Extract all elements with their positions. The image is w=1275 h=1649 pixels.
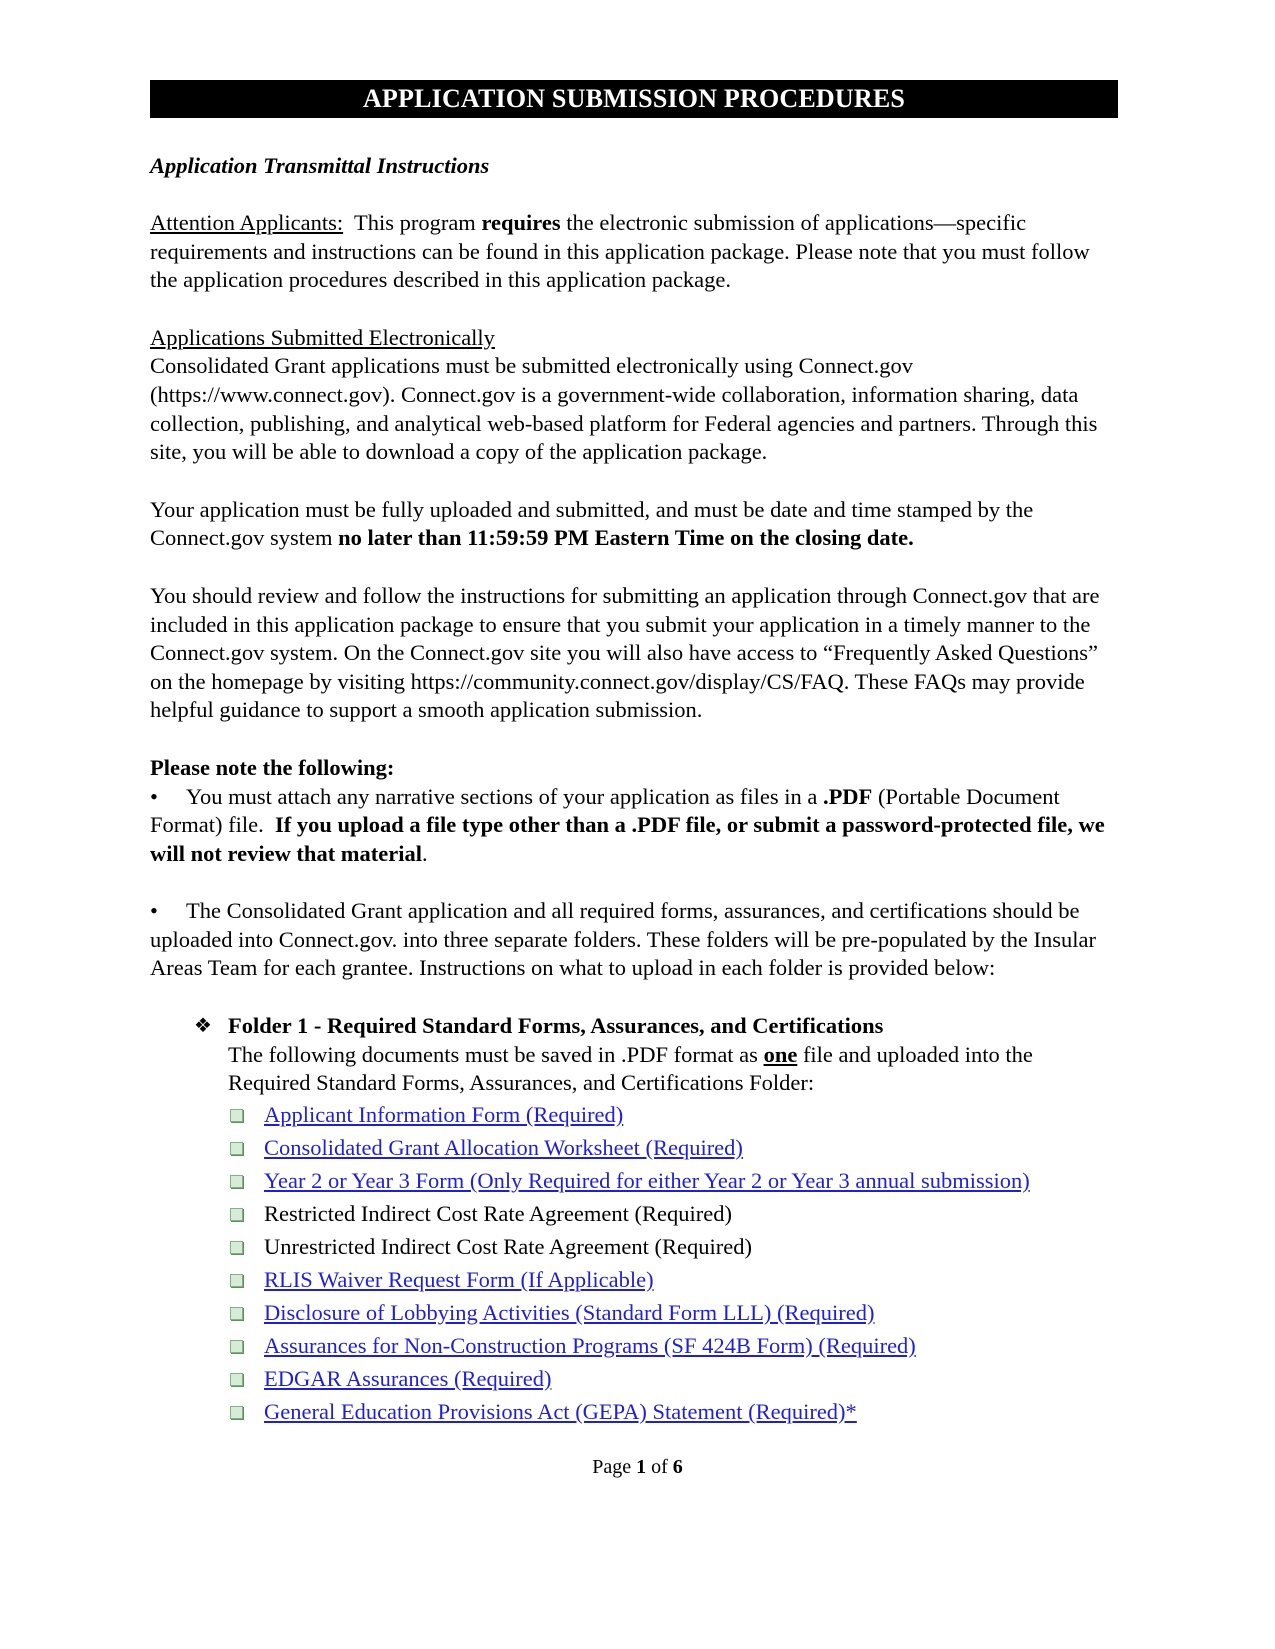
footer-page-number: 1 <box>636 1456 647 1478</box>
document-link[interactable]: Consolidated Grant Allocation Worksheet (Required) <box>264 1134 743 1160</box>
deadline-paragraph <box>150 496 1118 553</box>
square-bullet-icon <box>230 1406 243 1419</box>
footer-page-total: 6 <box>672 1456 683 1478</box>
list-item <box>228 1230 1118 1263</box>
electronic-paragraph <box>150 324 1118 467</box>
diamond-bullet-icon: ❖ <box>194 1015 212 1038</box>
document-text: Unrestricted Indirect Cost Rate Agreement (Required) <box>264 1233 752 1259</box>
square-bullet-icon <box>230 1175 243 1188</box>
list-item <box>228 1362 1118 1395</box>
document-page <box>150 80 1118 1428</box>
square-bullet-icon <box>230 1307 243 1320</box>
square-bullet-icon <box>230 1274 243 1287</box>
folder1-intro-bold: one <box>763 1041 798 1067</box>
bullet-pdf <box>150 783 1118 869</box>
document-link[interactable]: Assurances for Non-Construction Programs (SF 424B Form) (Required) <box>264 1332 916 1358</box>
folder1-title-row <box>194 1012 1118 1041</box>
document-link[interactable]: Year 2 or Year 3 Form (Only Required for either Year 2 or Year 3 annual submission) <box>264 1167 1030 1193</box>
square-bullet-icon <box>230 1340 243 1353</box>
list-item <box>228 1197 1118 1230</box>
page-banner-title: APPLICATION SUBMISSION PROCEDURES <box>150 80 1118 118</box>
bullet1-bold1: .PDF <box>822 783 873 809</box>
attention-label: Attention Applicants: <box>150 210 344 235</box>
bullet2-text: The Consolidated Grant application and all required forms, assurances, and certifications should be uploaded into Connect.gov. into three separate folders. These folders will be pre-populated by the Insular Areas Team for each grantee. Instructions on what to upload in each folder is provided below: <box>150 898 1096 981</box>
folder1-title: Folder 1 - Required Standard Forms, Assurances, and Certifications <box>228 1013 884 1039</box>
bullet-folders <box>150 897 1118 983</box>
page-footer <box>0 1456 1275 1479</box>
attention-paragraph <box>150 209 1118 295</box>
square-bullet-icon <box>230 1241 243 1254</box>
folder1-section <box>194 1012 1118 1428</box>
document-text: Restricted Indirect Cost Rate Agreement (Required) <box>264 1200 732 1226</box>
list-item <box>228 1098 1118 1131</box>
folder1-document-list <box>228 1098 1118 1428</box>
deadline-text: Your application must be fully uploaded and submitted, and must be date and time stamped by the Connect.gov system <box>150 496 1034 551</box>
document-link[interactable]: General Education Provisions Act (GEPA) Statement (Required)* <box>264 1398 857 1424</box>
bullet-marker: • <box>150 898 158 924</box>
bullet1-text3: . <box>422 840 428 866</box>
section-title: Application Transmittal Instructions <box>150 153 490 178</box>
square-bullet-icon <box>230 1142 243 1155</box>
deadline-bold: no later than 11:59:59 PM Eastern Time on the closing date. <box>338 525 914 551</box>
document-link[interactable]: RLIS Waiver Request Form (If Applicable) <box>264 1266 654 1292</box>
electronic-heading: Applications Submitted Electronically <box>150 324 495 350</box>
document-link[interactable]: Disclosure of Lobbying Activities (Standard Form LLL) (Required) <box>264 1299 875 1325</box>
bullet1-text1: You must attach any narrative sections of your application as files in a <box>186 783 823 809</box>
list-item <box>228 1296 1118 1329</box>
list-item <box>228 1395 1118 1428</box>
list-item <box>228 1329 1118 1362</box>
square-bullet-icon <box>230 1208 243 1221</box>
bullet1-bold2: If you upload a file type other than a .PDF file, or submit a password-protected file, we will not review that material <box>150 812 1105 866</box>
square-bullet-icon <box>230 1373 243 1386</box>
footer-page-label: Page <box>592 1456 637 1478</box>
attention-bold: requires <box>481 210 561 235</box>
footer-of-label: of <box>646 1456 673 1478</box>
attention-text1: This program <box>343 210 482 235</box>
list-item <box>228 1263 1118 1296</box>
list-item <box>228 1131 1118 1164</box>
document-link[interactable]: EDGAR Assurances (Required) <box>264 1365 552 1391</box>
folder1-intro2: file and uploaded into the Required Standard Forms, Assurances, and Certifications Folder: <box>228 1041 1033 1096</box>
electronic-body: Consolidated Grant applications must be submitted electronically using Connect.gov (https://www.connect.gov). Connect.gov is a government-wide collaboration, information sharing, data collection, publishing, and analytical web-based platform for Federal agencies and partners. Through this site, you will be able to download a copy of the application package. <box>150 353 1098 465</box>
square-bullet-icon <box>230 1109 243 1122</box>
attention-text2: the electronic submission of applications—specific requirements and instructions can be found in this application package. Please note that you must follow the application procedures described in this application package. <box>150 210 1090 293</box>
document-link[interactable]: Applicant Information Form (Required) <box>264 1101 624 1127</box>
folder1-intro <box>228 1041 1118 1098</box>
bullet-marker: • <box>150 783 158 809</box>
list-item <box>228 1164 1118 1197</box>
review-paragraph: You should review and follow the instructions for submitting an application through Connect.gov that are included in this application package to ensure that you submit your application in a timely manner to the Connect.gov system. On the Connect.gov site you will also have access to “Frequently Asked Questions” on the homepage by visiting https://community.connect.gov/display/CS/FAQ. These FAQs may provide helpful guidance to support a smooth application submission. <box>150 582 1100 723</box>
folder1-intro1: The following documents must be saved in .PDF format as <box>228 1041 764 1067</box>
bullet1-text2: (Portable Document Format) file. <box>150 783 1066 838</box>
note-heading: Please note the following: <box>150 754 395 780</box>
